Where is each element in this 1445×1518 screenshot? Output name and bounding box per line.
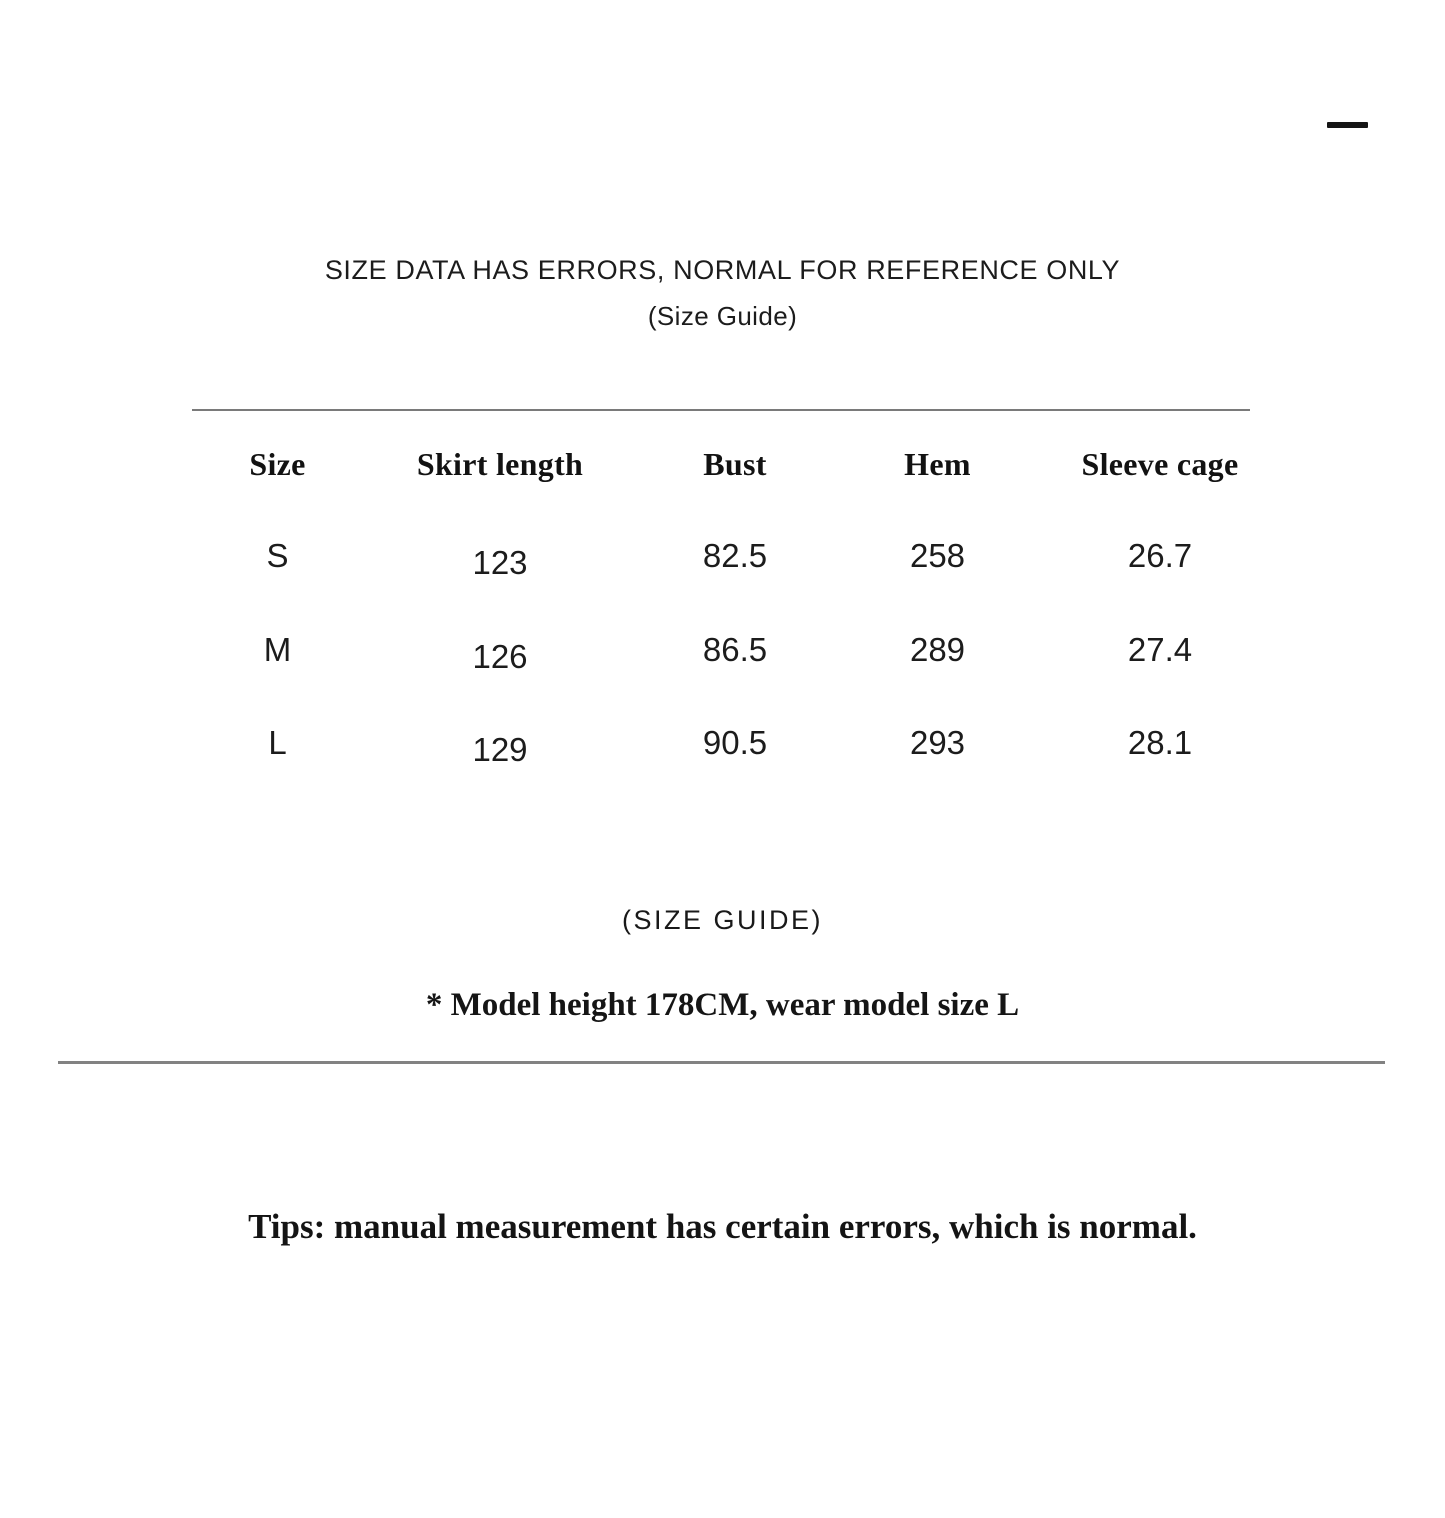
header-cell-bust: Bust	[703, 446, 767, 482]
cell-sleeve-cage: 26.7	[1127, 537, 1193, 574]
page-title: SIZE DATA HAS ERRORS, NORMAL FOR REFERENCE ONLY	[324, 255, 1121, 285]
cell-size: M	[263, 631, 292, 668]
size-guide-caption: (SIZE GUIDE)	[621, 905, 823, 935]
model-height-note: * Model height 178CM, wear model size L	[425, 987, 1020, 1023]
header-cell-hem: Hem	[904, 446, 971, 482]
cell-size: S	[266, 537, 289, 574]
header-cell-sleeve-cage: Sleeve cage	[1081, 446, 1239, 482]
cell-sleeve-cage: 28.1	[1127, 724, 1193, 761]
tips-note: Tips: manual measurement has certain errors, which is normal.	[248, 1207, 1197, 1246]
cell-bust: 86.5	[702, 631, 768, 668]
cell-skirt-length: 126	[472, 638, 528, 675]
size-table-header-row	[190, 446, 1280, 483]
cell-sleeve-cage: 27.4	[1127, 631, 1193, 668]
cell-skirt-length: 129	[472, 731, 528, 768]
size-table-row-s	[190, 537, 1280, 581]
cell-size: L	[268, 724, 287, 761]
header-cell-size: Size	[249, 446, 306, 482]
cell-skirt-length: 123	[472, 544, 528, 581]
cell-hem: 258	[909, 537, 966, 574]
header-cell-skirt-length: Skirt length	[416, 446, 584, 482]
size-table	[190, 440, 1280, 780]
cell-bust: 90.5	[702, 724, 768, 761]
size-table-row-m	[190, 631, 1280, 675]
cell-hem: 289	[909, 631, 966, 668]
table-top-divider	[192, 409, 1250, 411]
size-table-row-l	[190, 724, 1280, 768]
page-subtitle: (Size Guide)	[647, 301, 798, 331]
bottom-divider	[58, 1061, 1385, 1064]
cell-bust: 82.5	[702, 537, 768, 574]
divider-dash	[1327, 122, 1368, 128]
cell-hem: 293	[909, 724, 966, 761]
